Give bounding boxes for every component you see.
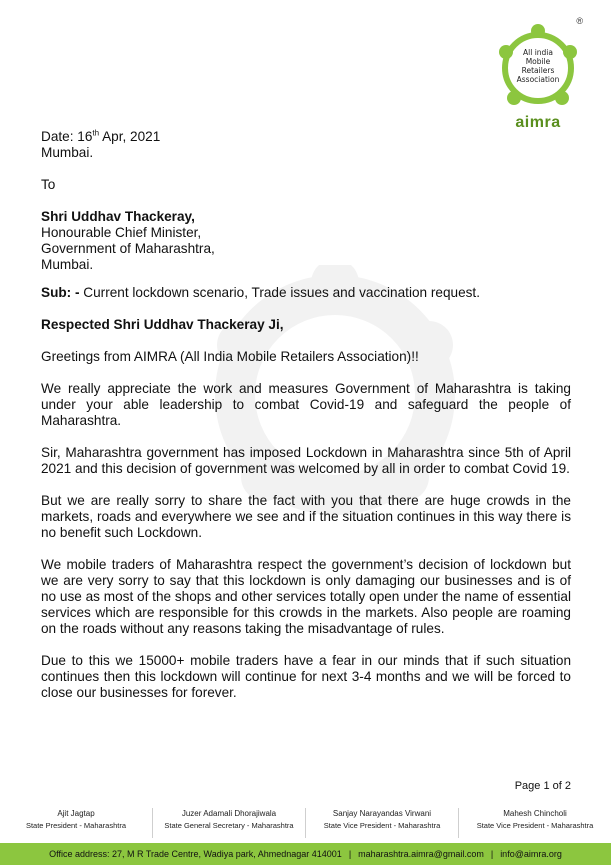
aimra-logo bbox=[493, 16, 583, 132]
signatory-name: Juzer Adamali Dhorajiwala bbox=[181, 809, 277, 818]
logo-brand-name: aimra bbox=[515, 114, 561, 131]
footer-separator: | bbox=[490, 849, 494, 859]
signatory-role: State General Secretary - Maharashtra bbox=[164, 821, 294, 830]
footer-bar bbox=[0, 843, 611, 865]
footer-email-info[interactable]: info@aimra.org bbox=[500, 849, 562, 859]
recipient-city: Mumbai. bbox=[41, 257, 94, 272]
letter-place: Mumbai. bbox=[41, 145, 94, 160]
signatory-name: Sanjay Narayandas Virwani bbox=[332, 809, 432, 818]
logo-association-name: All india Mobile Retailers Association bbox=[516, 48, 560, 84]
recipient-title: Honourable Chief Minister, bbox=[41, 225, 202, 240]
letter-to: To bbox=[41, 177, 56, 192]
paragraph-greeting: Greetings from AIMRA (All India Mobile Retailers Association)!! bbox=[41, 349, 419, 364]
signatory-role: State Vice President - Maharashtra bbox=[323, 821, 441, 830]
signatory-name: Mahesh Chincholi bbox=[503, 809, 567, 818]
footer-separator: | bbox=[348, 849, 352, 859]
signatory bbox=[305, 808, 458, 838]
letter-body bbox=[41, 129, 571, 701]
paragraph-crowds: But we are really sorry to share the fact with you that there are huge crowds in the markets, roads and everywhere we see and if the situation continues in this way there is no benefit such Lockdown. bbox=[41, 493, 571, 540]
footer-email-maharashtra[interactable]: maharashtra.aimra@gmail.com bbox=[358, 849, 484, 859]
letter-subject: Sub: - Current lockdown scenario, Trade issues and vaccination request. bbox=[41, 285, 480, 300]
paragraph-appreciation: We really appreciate the work and measures Government of Maharashtra is taking under your able leadership to combat Covid-19 and safeguard the people of Maharashtra. bbox=[41, 381, 571, 428]
recipient-name: Shri Uddhav Thackeray, bbox=[41, 209, 195, 224]
signatory bbox=[0, 808, 152, 838]
signatories bbox=[0, 808, 611, 838]
paragraph-traders: We mobile traders of Maharashtra respect the government’s decision of lockdown but we are very sorry to say that this lockdown is only damaging our businesses and is of no use as most of the shops and other services totally open under the name of essential services which are responsible for this crowds in the markets. Also people are roaming on the roads without any reasons taking the misadvantage of rules. bbox=[41, 557, 571, 636]
signatory bbox=[152, 808, 305, 838]
signatory-role: State President - Maharashtra bbox=[25, 821, 127, 830]
signatory bbox=[458, 808, 611, 838]
paragraph-fear: Due to this we 15000+ mobile traders have a fear in our minds that if such situation continues then this lockdown will continue for next 3-4 months and we will be forced to close our businesses for forever. bbox=[41, 653, 571, 700]
paragraph-lockdown: Sir, Maharashtra government has imposed Lockdown in Maharashtra since 5th of April 2021 and this decision of government was welcomed by all in order to combat Covid 19. bbox=[41, 445, 571, 476]
letter-salutation: Respected Shri Uddhav Thackeray Ji, bbox=[41, 317, 284, 332]
page-number: Page 1 of 2 bbox=[514, 780, 571, 792]
registered-mark: ® bbox=[576, 16, 583, 26]
recipient-office: Government of Maharashtra, bbox=[41, 241, 215, 256]
office-address: Office address: 27, M R Trade Centre, Wadiya park, Ahmednagar 414001 bbox=[49, 849, 342, 859]
letter-date: Date: 16th Apr, 2021 bbox=[41, 128, 161, 144]
signatory-name: Ajit Jagtap bbox=[57, 809, 95, 818]
signatory-role: State Vice President - Maharashtra bbox=[476, 821, 594, 830]
